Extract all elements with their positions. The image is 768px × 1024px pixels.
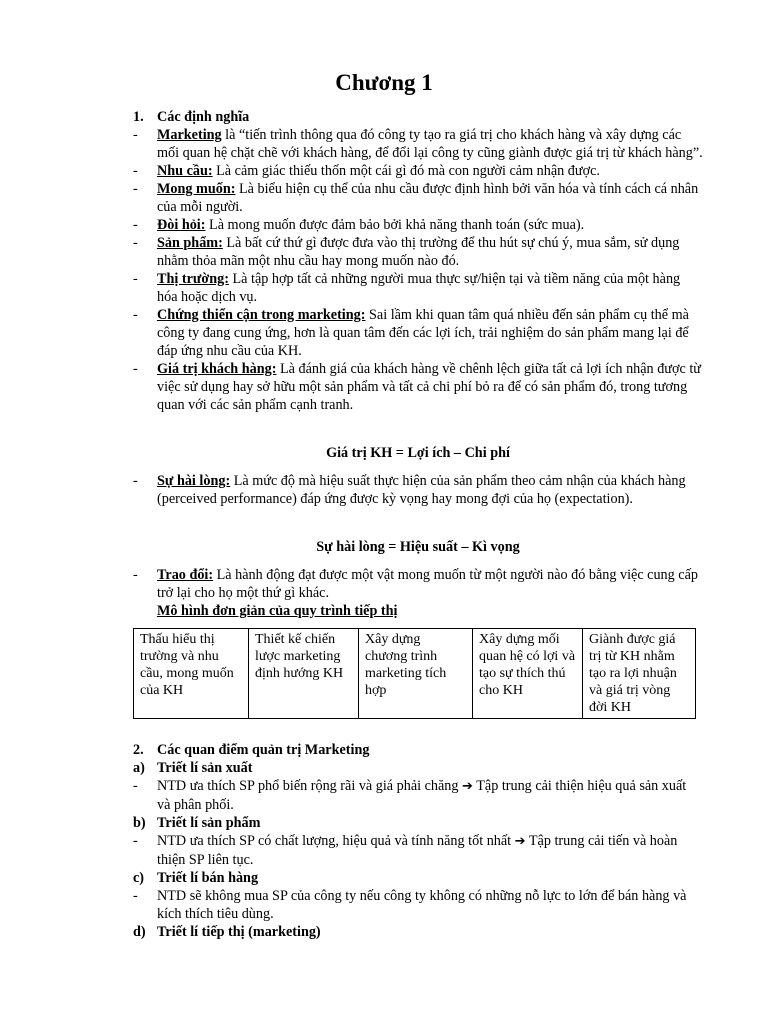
definition-term: Sự hài lòng: (157, 473, 231, 489)
definition-term: Marketing (157, 127, 222, 143)
definition-item (133, 162, 703, 180)
section-1 (133, 108, 703, 414)
definition-item (133, 180, 703, 216)
definition-text: Là mong muốn được đảm bảo bởi khả năng thanh toán (sức mua). (205, 217, 585, 233)
bullet-dash: - (133, 307, 138, 323)
process-step-cell: Xây dựng mối quan hệ có lợi và tạo sự thích thú cho KH (473, 629, 583, 719)
list-item (133, 887, 703, 923)
model-heading-row (133, 602, 703, 620)
subsection-mark: b) (133, 815, 146, 831)
subsection-mark: d) (133, 924, 146, 940)
bullet-dash: - (133, 778, 138, 794)
bullet-dash: - (133, 163, 138, 179)
arrow-right-icon: ➔ (462, 779, 473, 794)
satisfaction-block (133, 472, 703, 508)
definition-term: Sản phẩm: (157, 235, 223, 251)
bullet-dash: - (133, 567, 138, 583)
exchange-block (133, 566, 703, 620)
bullet-dash: - (133, 181, 138, 197)
item-text: Tập trung cải tiến và hoàn thiện SP liên tục. (157, 833, 678, 868)
section-title: Các quan điểm quản trị Marketing (157, 742, 370, 758)
definition-term: Thị trường: (157, 271, 229, 287)
process-step-cell: Thấu hiểu thị trường và nhu cầu, mong muốn của KH (134, 629, 249, 719)
definition-text: Là bất cứ thứ gì được đưa vào thị trường để thu hút sự chú ý, mua sắm, sử dụng nhằm thỏa mãn một nhu cầu hay mong muốn nào đó. (157, 235, 680, 269)
bullet-dash: - (133, 271, 138, 287)
subsection-mark: c) (133, 870, 145, 886)
process-step-cell: Giành được giá trị từ KH nhằm tạo ra lợi nhuận và giá trị vòng đời KH (583, 629, 696, 719)
definition-item (133, 360, 703, 414)
subsection-title: Triết lí sản phẩm (157, 815, 261, 831)
definition-item (133, 234, 703, 270)
item-text: NTD ưa thích SP phổ biến rộng rãi và giá phải chăng (157, 778, 463, 794)
list-item (133, 777, 703, 814)
definition-item (133, 472, 703, 508)
definition-text: Sai lầm khi quan tâm quá nhiều đến sản phẩm cụ thể mà công ty đang cung ứng, hơn là quan tâm đến các lợi ích, trải nghiệm do sản phẩm mang lại để đáp ứng nhu cầu của KH. (157, 307, 689, 359)
subsection-title: Triết lí tiếp thị (marketing) (157, 924, 321, 940)
table-row (134, 629, 696, 719)
definition-term: Đòi hỏi: (157, 217, 206, 233)
subsection-heading (133, 869, 703, 887)
subsection-heading (133, 814, 703, 832)
item-text: NTD ưa thích SP có chất lượng, hiệu quả và tính năng tốt nhất (157, 833, 515, 849)
definition-item (133, 566, 703, 602)
formula-satisfaction: Sự hài lòng = Hiệu suất – Kì vọng (316, 539, 520, 555)
definition-text: Là đánh giá của khách hàng về chênh lệch giữa tất cả lợi ích nhận được từ việc sử dụng hay sở hữu một sản phẩm và tất cả chi phí bỏ ra để có sản phẩm đó, trong tương quan với các sản phẩm cạnh tranh. (157, 361, 701, 413)
bullet-dash: - (133, 361, 138, 377)
process-step-cell: Xây dựng chương trình marketing tích hợp (359, 629, 473, 719)
definition-text: là “tiến trình thông qua đó công ty tạo ra giá trị cho khách hàng và xây dựng các mối quan hệ chặt chẽ với khách hàng, để đổi lại công ty cũng giành được giá trị từ khách hàng”. (157, 127, 703, 161)
bullet-dash: - (133, 217, 138, 233)
section-title: Các định nghĩa (157, 109, 250, 125)
definition-item (133, 126, 703, 162)
definition-text: Là mức độ mà hiệu suất thực hiện của sản phẩm theo cảm nhận của khách hàng (perceived performance) đáp ứng được kỳ vọng hay mong đợi của họ (expectation). (157, 473, 686, 507)
formula-customer-value: Giá trị KH = Lợi ích – Chi phí (326, 445, 510, 461)
definition-item (133, 216, 703, 234)
section-number: 2. (133, 742, 144, 758)
definition-text: Là hành động đạt được một vật mong muốn từ một người nào đó bằng việc cung cấp trở lại cho họ một thứ gì khác. (157, 567, 698, 601)
bullet-dash: - (133, 473, 138, 489)
definition-item (133, 306, 703, 360)
subsection-mark: a) (133, 760, 145, 776)
definition-term: Mong muốn: (157, 181, 236, 197)
bullet-dash: - (133, 235, 138, 251)
definition-item (133, 270, 703, 306)
definition-term: Trao đổi: (157, 567, 214, 583)
subsection-heading (133, 759, 703, 777)
bullet-dash: - (133, 127, 138, 143)
bullet-dash: - (133, 888, 138, 904)
subsection-heading (133, 923, 703, 941)
chapter-title: Chương 1 (335, 70, 433, 95)
definition-term: Chứng thiển cận trong marketing: (157, 307, 366, 323)
definition-text: Là cảm giác thiếu thốn một cái gì đó mà con người cảm nhận được. (212, 163, 600, 179)
section-1-heading (133, 108, 703, 126)
section-number: 1. (133, 109, 144, 125)
section-2-heading (133, 741, 703, 759)
item-text: NTD sẽ không mua SP của công ty nếu công ty không có những nỗ lực to lớn để bán hàng và kích thích tiêu dùng. (157, 888, 687, 922)
marketing-process-table (133, 628, 696, 719)
section-2 (133, 741, 703, 941)
definition-term: Nhu cầu: (157, 163, 213, 179)
subsection-title: Triết lí bán hàng (157, 870, 259, 886)
model-heading: Mô hình đơn giản của quy trình tiếp thị (157, 603, 398, 619)
definition-term: Giá trị khách hàng: (157, 361, 277, 377)
arrow-right-icon: ➔ (514, 834, 526, 849)
definition-text: Là biểu hiện cụ thể của nhu cầu được định hình bởi văn hóa và tính cách cá nhân của mỗi người. (157, 181, 699, 215)
definition-text: Là tập hợp tất cả những người mua thực sự/hiện tại và tiềm năng của một hàng hóa hoặc dịch vụ. (157, 271, 681, 305)
list-item (133, 832, 703, 869)
process-step-cell: Thiết kế chiến lược marketing định hướng KH (249, 629, 359, 719)
item-text: Tập trung cải thiện hiệu quả sản xuất và phân phối. (157, 778, 687, 813)
subsection-title: Triết lí sản xuất (157, 760, 253, 776)
bullet-dash: - (133, 833, 138, 849)
